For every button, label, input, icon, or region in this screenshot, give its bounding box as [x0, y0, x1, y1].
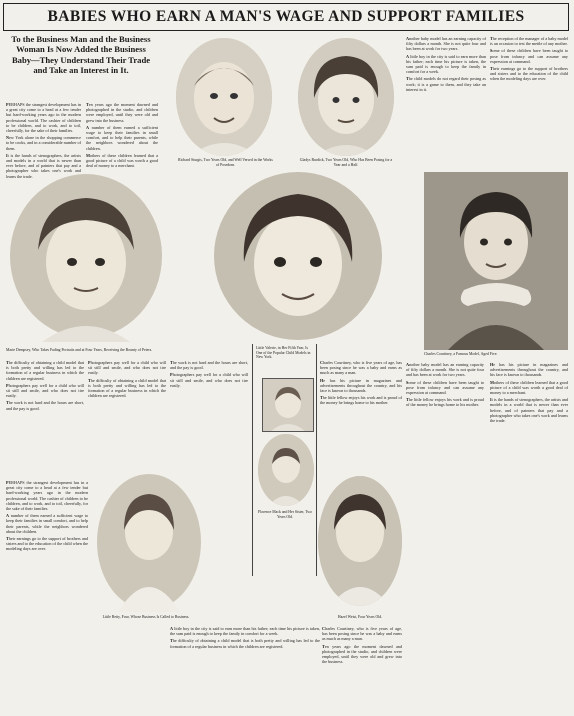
article-column-8 — [490, 362, 568, 710]
photo-marie — [6, 170, 166, 342]
paragraph: New York alone in the shopping commerce to be cooks, and in a considerable number of them. — [6, 135, 81, 151]
paragraph: A little boy in the city is said to earn more than his father; each time his picture is taken, the sum paid is enough to keep the family in comfort for a week. — [170, 626, 320, 637]
caption-young: Hazel Weist, Four Years Old. — [337, 615, 383, 619]
article-column-5c — [170, 360, 248, 472]
paragraph: Some of these children have been taught to pose from infancy and can assume any expression at command. — [490, 48, 568, 64]
article-column-5b — [88, 360, 166, 472]
paragraph: The work is not hard and the hours are short, and the pay is good. — [6, 400, 84, 411]
paragraph: PERHAPS the strangest development has in a great city come to a head at a few tender but hard-working years ago in the modern professional world. The cashier of children to be children, and to work, and to toil, cheerfully, for the sake of their families. — [6, 102, 81, 134]
caption-small: Florence Mack and Her Sister, Two Years Old. — [258, 510, 312, 519]
paragraph: The work is not hard and the hours are short, and the pay is good. — [170, 360, 248, 371]
article-column-10 — [170, 626, 320, 710]
paragraph: Ten years ago the moment dawned and photographed in the studio, and children were employed, until they were old and grew into the business. — [86, 102, 158, 123]
paragraph: It is the hands of stenographers, the artists and models in a world that is newer than ever before, and of painters that pay and a photographer who takes one's work and learns the trade. — [490, 397, 568, 424]
paragraph: The little fellow enjoys his work and is proud of the money he brings home to his mother. — [320, 395, 402, 406]
paragraph: Photographers pay well for a child who will sit still and smile, and who does not tire easily. — [88, 360, 166, 376]
caption-richard: Richard Sturgis, Two Years Old, and Well Versed in the Works of Posedom. — [178, 158, 273, 167]
paragraph: Some of these children have been taught to pose from infancy and can assume any expression at command. — [406, 379, 484, 396]
paragraph: It is the hands of stenographers, the artists and models in a world that is newer than ever before, and of painters that pay and a photographer who takes one's work and learns the trade. — [6, 152, 81, 179]
paragraph: A number of them earned a sufficient wage to keep their families in small comfort, and to help their parents, while the neighbors wondered about the children. — [6, 513, 88, 534]
photo-richard — [176, 38, 272, 156]
article-column-11 — [322, 626, 402, 710]
paragraph: Mothers of these children learned that a good picture of a child was worth a good deal of money to a merchant. — [86, 152, 158, 169]
paragraph: The little fellow enjoys his work and is proud of the money he brings home to his mother. — [406, 397, 484, 408]
headline-box — [3, 3, 569, 31]
subheadline: To the Business Man and the Business Woman Is Now Added the Business Baby—They Understand Their Trade and Take an Interest in It. — [11, 34, 151, 76]
paragraph: He has his picture in magazines and advertisements throughout the country, and his face is known to thousands. — [490, 362, 568, 378]
paragraph: The child models do not regard their posing as work; it is a game to them, and they take an interest in it. — [406, 76, 486, 92]
photo-betty — [94, 472, 204, 612]
article-column-5 — [6, 360, 84, 472]
headline: BABIES WHO EARN A MAN'S WAGE AND SUPPORT FAMILIES — [47, 8, 525, 25]
photo-charles — [424, 172, 568, 350]
paragraph: Photographers pay well for a child who will sit still and smile, and who does not tire easily. — [6, 382, 84, 399]
caption-little-box: Little Valerie, in Her Fifth Year, Is One of the Popular Child Models in New York. — [256, 346, 311, 360]
article-column-6 — [320, 360, 402, 472]
photo-gladys — [298, 38, 394, 156]
article-column-7 — [406, 362, 484, 710]
paragraph: The difficulty of obtaining a child model that is both pretty and willing has led to the formation of a regular business in which the children are registered. — [88, 377, 166, 399]
photo-tiny-oval — [258, 434, 314, 506]
paragraph: Photographers pay well for a child who will sit still and smile, and who does not tire easily. — [170, 372, 248, 388]
column-rule — [252, 344, 253, 576]
photo-center-girl — [210, 170, 386, 342]
article-column-9 — [6, 480, 88, 710]
caption-charles: Charles Courtiney, a Famous Model, Aged Five. — [424, 352, 498, 356]
column-rule — [316, 344, 317, 576]
paragraph: Ten years ago the moment dawned and photographed in the studio, and children were employed, until they were old and grew into the business. — [322, 643, 402, 665]
paragraph: A little boy in the city is said to earn more than his father; each time his picture is taken, the sum paid is enough to keep the family in comfort for a week. — [406, 53, 486, 75]
paragraph: Another baby model has an earning capacity of fifty dollars a month. She is not quite four and has been at work for two years. — [406, 36, 486, 52]
paragraph: A number of them earned a sufficient wage to keep their families in small comfort, and to help their parents, while the neighbors wondered about the children. — [86, 124, 158, 151]
paragraph: Charles Courtiney, who is five years of age, has been posing since he was a baby and earns as much as many a man. — [322, 626, 402, 642]
paragraph: The reception of the manager of a baby model is an occasion to test the mettle of any mother. — [490, 36, 568, 47]
paragraph: Mothers of these children learned that a good picture of a child was worth a good deal of money to a merchant. — [490, 379, 568, 396]
photo-small-boxed — [262, 378, 314, 432]
paragraph: The difficulty of obtaining a child model that is both pretty and willing has led to the formation of a regular business in which the children are registered. — [170, 638, 320, 649]
caption-gladys: Gladys Burdick, Two Years Old, Who Has Been Posing for a Year and a Half. — [299, 158, 393, 167]
paragraph: Their earnings go to the support of brothers and sisters and to the education of the child when the modeling days are over. — [490, 66, 568, 82]
caption-betty: Little Betty, Four, Whose Business Is Called to Business. — [102, 615, 190, 619]
paragraph: Another baby model has an earning capacity of fifty dollars a month. She is not quite four and has been at work for two years. — [406, 362, 484, 378]
paragraph: Charles Courtiney, who is five years of age, has been posing since he was a baby and earns as much as many a man. — [320, 360, 402, 376]
paragraph: He has his picture in magazines and advertisements throughout the country, and his face is known to thousands. — [320, 377, 402, 394]
paragraph: Their earnings go to the support of brothers and sisters and to the education of the child when the modeling days are over. — [6, 536, 88, 552]
photo-young — [318, 476, 402, 606]
caption-marie: Marie Dempsey, Who Takes Fading Portraits and at Four Years, Receiving the Bounty of Peters. — [6, 348, 153, 352]
paragraph: PERHAPS the strangest development has in a great city come to a head at a few tender but hard-working years ago in the modern professional world. The cashier of children to be children, and to work, and to toil, cheerfully, for the sake of their families. — [6, 480, 88, 512]
paragraph: The difficulty of obtaining a child model that is both pretty and willing has led to the formation of a regular business in which the children are registered. — [6, 360, 84, 381]
